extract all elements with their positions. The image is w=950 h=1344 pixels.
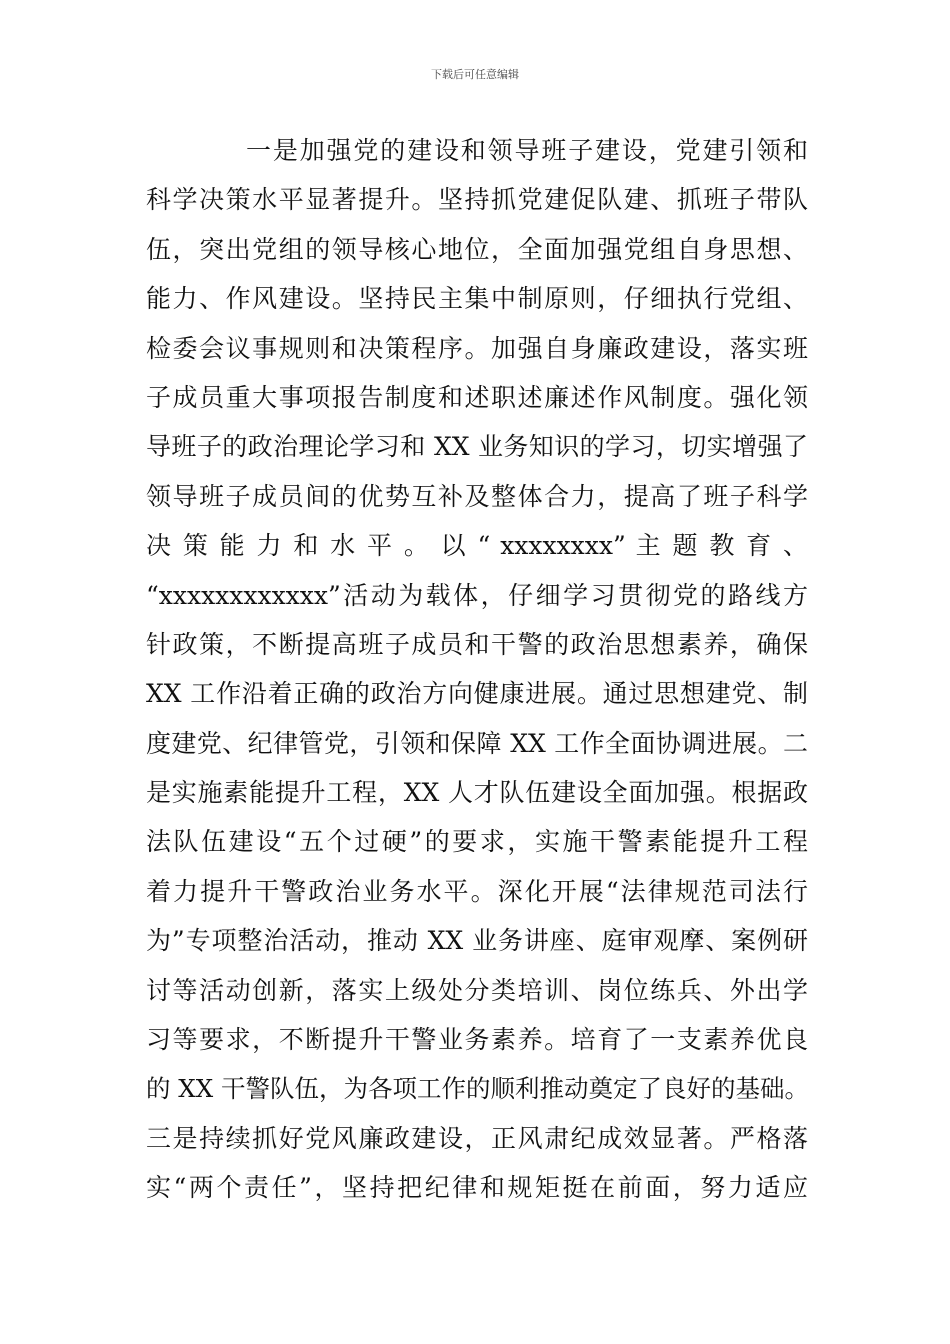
text-line: 伍，突出党组的领导核心地位，全面加强党组自身思想、 — [146, 234, 808, 264]
text-line: XX 工作沿着正确的政治方向健康进展。通过思想建党、制 — [146, 679, 808, 709]
text-line: 针政策，不断提高班子成员和干警的政治思想素养，确保 — [146, 629, 808, 659]
text-line: 子成员重大事项报告制度和述职述廉述作风制度。强化领 — [146, 382, 808, 412]
body-text — [146, 131, 808, 1218]
text-line: 决 策 能 力 和 水 平 。 以 “ xxxxxxxx” 主 题 教 育 、 — [146, 531, 808, 561]
text-line: 习等要求，不断提升干警业务素养。培育了一支素养优良 — [146, 1025, 808, 1055]
text-line: 一是加强党的建设和领导班子建设，党建引领和 — [246, 136, 808, 165]
text-line: 能力、作风建设。坚持民主集中制原则，仔细执行党组、 — [146, 284, 808, 314]
text-line: 三是持续抓好党风廉政建设，正风肃纪成效显著。严格落 — [146, 1123, 808, 1153]
text-line: 讨等活动创新，落实上级处分类培训、岗位练兵、外出学 — [146, 975, 808, 1005]
text-line: 着力提升干警政治业务水平。深化开展“法律规范司法行 — [146, 876, 808, 906]
page-header: 下载后可任意编辑 — [431, 68, 519, 81]
text-line: 是实施素能提升工程，XX 人才队伍建设全面加强。根据政 — [146, 778, 808, 808]
text-line: 实“两个责任”，坚持把纪律和规矩挺在前面，努力适应 — [146, 1173, 808, 1203]
text-line: 为”专项整治活动，推动 XX 业务讲座、庭审观摩、案例研 — [146, 926, 808, 956]
text-line: 领导班子成员间的优势互补及整体合力，提高了班子科学 — [146, 481, 808, 511]
text-line: 法队伍建设“五个过硬”的要求，实施干警素能提升工程 — [146, 827, 808, 857]
text-line: 导班子的政治理论学习和 XX 业务知识的学习，切实增强了 — [146, 432, 808, 462]
text-line: 度建党、纪律管党，引领和保障 XX 工作全面协调进展。二 — [146, 728, 808, 758]
text-line: 科学决策水平显著提升。坚持抓党建促队建、抓班子带队 — [146, 185, 808, 215]
text-line: “xxxxxxxxxxxx”活动为载体，仔细学习贯彻党的路线方 — [146, 580, 808, 610]
text-line: 检委会议事规则和决策程序。加强自身廉政建设，落实班 — [146, 333, 808, 363]
text-line: 的 XX 干警队伍，为各项工作的顺利推动奠定了良好的基础。 — [146, 1074, 809, 1104]
